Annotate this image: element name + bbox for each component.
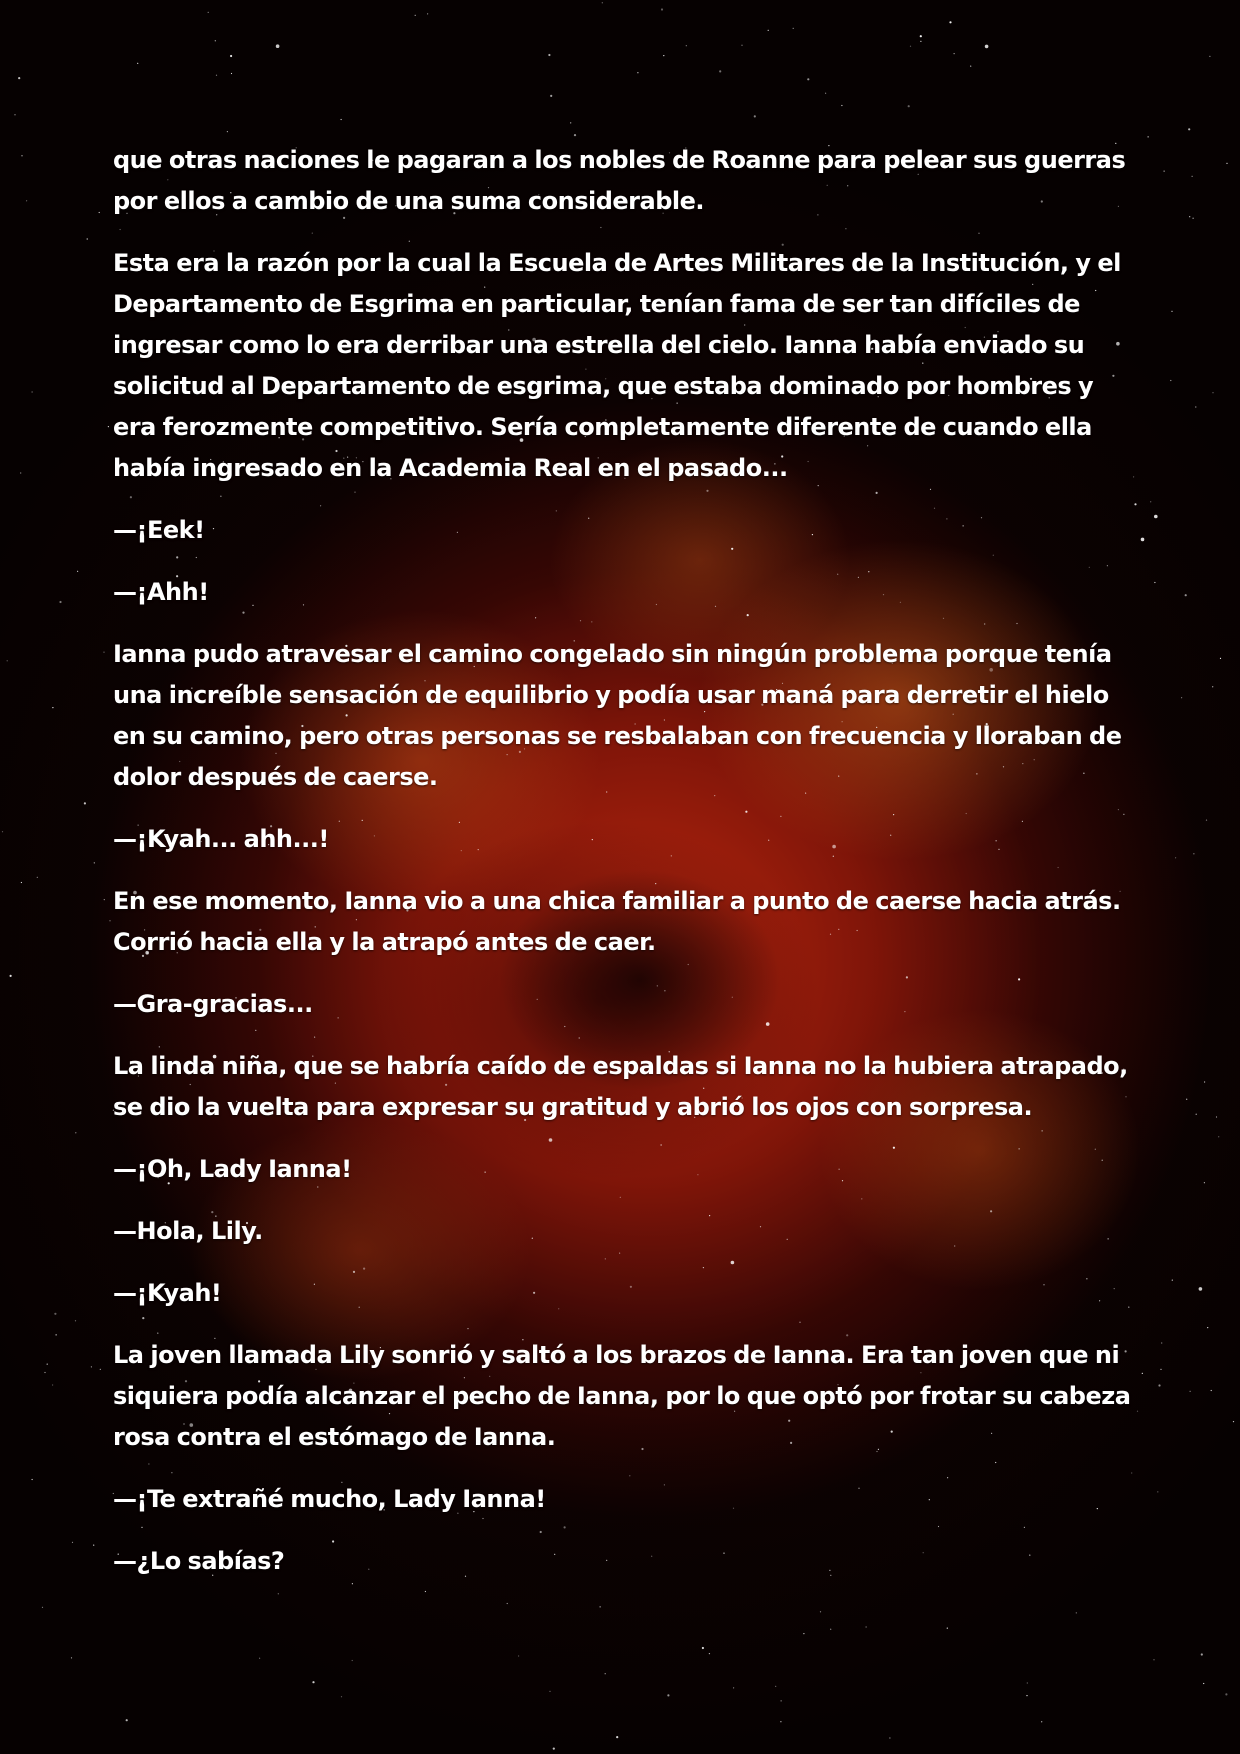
star: [1141, 538, 1145, 542]
star: [87, 238, 88, 239]
star: [830, 1629, 831, 1630]
star: [1199, 1287, 1203, 1291]
star: [47, 1364, 48, 1365]
dialogue-line: —¡Kyah... ahh...!: [113, 825, 329, 853]
star: [920, 41, 921, 42]
dialogue-line: —¿Lo sabías?: [113, 1547, 285, 1575]
dialogue-line: —Hola, Lily.: [113, 1217, 263, 1245]
star: [1172, 1280, 1173, 1281]
star: [10, 975, 12, 977]
star: [910, 46, 911, 47]
star: [59, 601, 61, 603]
star: [1150, 501, 1151, 502]
star: [31, 391, 32, 392]
star: [1171, 311, 1172, 312]
star: [820, 1611, 821, 1612]
star: [1201, 1653, 1203, 1655]
star: [21, 155, 22, 156]
star: [1206, 820, 1207, 821]
star: [1189, 216, 1190, 217]
star: [1158, 1384, 1160, 1386]
star: [1193, 218, 1194, 219]
star: [1157, 1491, 1158, 1492]
star: [1175, 857, 1176, 858]
star: [77, 571, 78, 572]
star: [91, 1366, 92, 1367]
star: [616, 1736, 618, 1738]
star: [768, 30, 769, 31]
star: [100, 1369, 101, 1370]
star: [56, 1334, 57, 1335]
star: [52, 1384, 53, 1385]
star: [985, 45, 989, 49]
star: [18, 77, 20, 79]
star: [686, 45, 687, 46]
star: [341, 1696, 342, 1697]
star: [889, 1737, 890, 1738]
star: [1137, 1411, 1138, 1412]
star: [108, 426, 109, 427]
star: [1216, 1116, 1217, 1117]
paragraph: La joven llamada Lily sonrió y saltó a los brazos de Ianna. Era tan joven que ni siquiera podía alcanzar el pecho de Ianna, por lo que optó por frotar su cabeza rosa contra el estómago de Ianna.: [113, 1341, 1131, 1451]
star: [600, 1606, 601, 1607]
star: [1154, 515, 1158, 519]
star: [208, 12, 209, 13]
star: [84, 802, 86, 804]
star: [1041, 1721, 1042, 1722]
star: [954, 53, 955, 54]
star: [1218, 1136, 1219, 1137]
star: [1133, 476, 1134, 477]
paragraph: En ese momento, Ianna vio a una chica familiar a punto de caerse hacia atrás. Corrió hacia ella y la atrapó antes de caer.: [113, 887, 1121, 956]
star: [52, 707, 53, 708]
star: [20, 472, 21, 473]
star: [807, 78, 809, 80]
star: [1220, 658, 1221, 659]
star: [1211, 1390, 1212, 1391]
paragraph: Ianna pudo atravesar el camino congelado sin ningún problema porque tenía una increíble sensación de equilibrio y podía usar maná para derretir el hielo en su camino, pero otras personas se resbalaban con frecuencia y lloraban de dolor después de caerse.: [113, 640, 1122, 791]
paragraph: La linda niña, que se habría caído de espaldas si Ianna no la hubiera atrapado, se dio la vuelta para expresar su gratitud y abrió los ojos con sorpresa.: [113, 1052, 1128, 1121]
star: [99, 212, 100, 213]
star: [227, 131, 228, 132]
dialogue-line: —Gra-gracias...: [113, 990, 313, 1018]
star: [1134, 503, 1136, 505]
star: [709, 1653, 710, 1654]
star: [507, 1603, 508, 1604]
star: [803, 1633, 804, 1634]
star: [518, 1655, 519, 1656]
star: [574, 134, 576, 136]
star: [1153, 1659, 1154, 1660]
star: [661, 8, 663, 10]
star: [1190, 1391, 1191, 1392]
star: [719, 70, 721, 72]
star: [1196, 1114, 1197, 1115]
star: [637, 72, 638, 73]
star: [781, 1700, 782, 1701]
star: [970, 66, 971, 67]
star: [276, 44, 280, 48]
star: [548, 54, 550, 56]
star: [71, 1657, 72, 1658]
star: [780, 1721, 781, 1722]
star: [1185, 594, 1187, 596]
star: [1188, 128, 1190, 130]
star: [1192, 176, 1193, 177]
star: [553, 1748, 555, 1750]
star: [231, 73, 232, 74]
star: [26, 200, 27, 201]
star: [702, 1647, 704, 1649]
star: [908, 105, 910, 107]
star: [109, 920, 110, 921]
star: [415, 15, 416, 16]
star: [1161, 1342, 1162, 1343]
star: [949, 21, 951, 23]
star: [94, 862, 95, 863]
star: [602, 2, 603, 3]
star: [1204, 1081, 1205, 1082]
star: [42, 1607, 43, 1608]
star: [37, 877, 38, 878]
star: [1142, 1373, 1143, 1374]
star: [793, 28, 794, 29]
star: [352, 1660, 353, 1661]
star: [1154, 582, 1155, 583]
star: [75, 1320, 76, 1321]
star: [667, 1694, 669, 1696]
star: [54, 1313, 56, 1315]
star: [733, 1687, 734, 1688]
star: [427, 13, 428, 14]
star: [570, 122, 571, 123]
dialogue-line: —¡Eek!: [113, 516, 205, 544]
star: [2, 831, 3, 832]
star: [137, 63, 138, 64]
star: [75, 1132, 76, 1133]
star: [1164, 171, 1165, 172]
star: [1226, 163, 1227, 164]
star: [605, 1673, 606, 1674]
star: [825, 93, 826, 94]
star: [72, 1542, 73, 1543]
star: [1170, 380, 1171, 381]
star: [103, 652, 104, 653]
star: [216, 75, 217, 76]
star: [947, 1628, 948, 1629]
star: [1212, 392, 1213, 393]
star: [31, 1479, 32, 1480]
star: [1148, 136, 1149, 137]
star: [341, 119, 342, 120]
star: [230, 55, 232, 57]
star: [1186, 1099, 1187, 1100]
star: [1204, 1182, 1205, 1183]
star: [1076, 1612, 1077, 1613]
star: [1207, 1327, 1208, 1328]
dialogue-line: —¡Kyah!: [113, 1279, 222, 1307]
star: [1160, 1369, 1161, 1370]
star: [1195, 406, 1196, 407]
star: [1027, 1682, 1028, 1683]
star: [1026, 1695, 1027, 1696]
star: [1212, 686, 1213, 687]
star: [126, 1719, 128, 1721]
star: [920, 35, 922, 37]
star: [1233, 1421, 1234, 1422]
star: [1209, 56, 1210, 57]
star: [104, 899, 105, 900]
star: [1225, 1693, 1227, 1695]
star: [754, 115, 756, 117]
star: [841, 105, 842, 106]
star: [550, 95, 552, 97]
star: [663, 55, 664, 56]
star: [312, 1681, 314, 1683]
star: [7, 660, 8, 661]
document-body: [113, 140, 1133, 1603]
star: [549, 1691, 550, 1692]
star: [741, 45, 742, 46]
dialogue-line: —¡Te extrañé mucho, Lady Ianna!: [113, 1485, 546, 1513]
star: [215, 40, 216, 41]
star: [14, 114, 15, 115]
star: [775, 1686, 776, 1687]
star: [21, 882, 22, 883]
star: [93, 1545, 94, 1546]
star: [259, 1658, 260, 1659]
dialogue-line: —¡Oh, Lady Ianna!: [113, 1155, 352, 1183]
star: [1203, 1683, 1204, 1684]
star: [1181, 697, 1182, 698]
star: [44, 1372, 45, 1373]
star: [866, 1626, 867, 1627]
dialogue-line: —¡Ahh!: [113, 578, 209, 606]
paragraph: que otras naciones le pagaran a los nobles de Roanne para pelear sus guerras por ellos a cambio de una suma considerable.: [113, 146, 1126, 215]
paragraph: Esta era la razón por la cual la Escuela de Artes Militares de la Institución, y el Departamento de Esgrima en particular, tenían fama de ser tan difíciles de ingresar como lo era derribar una estrella del cielo. Ianna había enviado su solicitud al Departamento de esgrima, que estaba dominado por hombres y era ferozmente competitivo. Sería completamente diferente de cuando ella había ingresado en la Academia Real en el pasado...: [113, 249, 1121, 482]
star: [1193, 853, 1194, 854]
